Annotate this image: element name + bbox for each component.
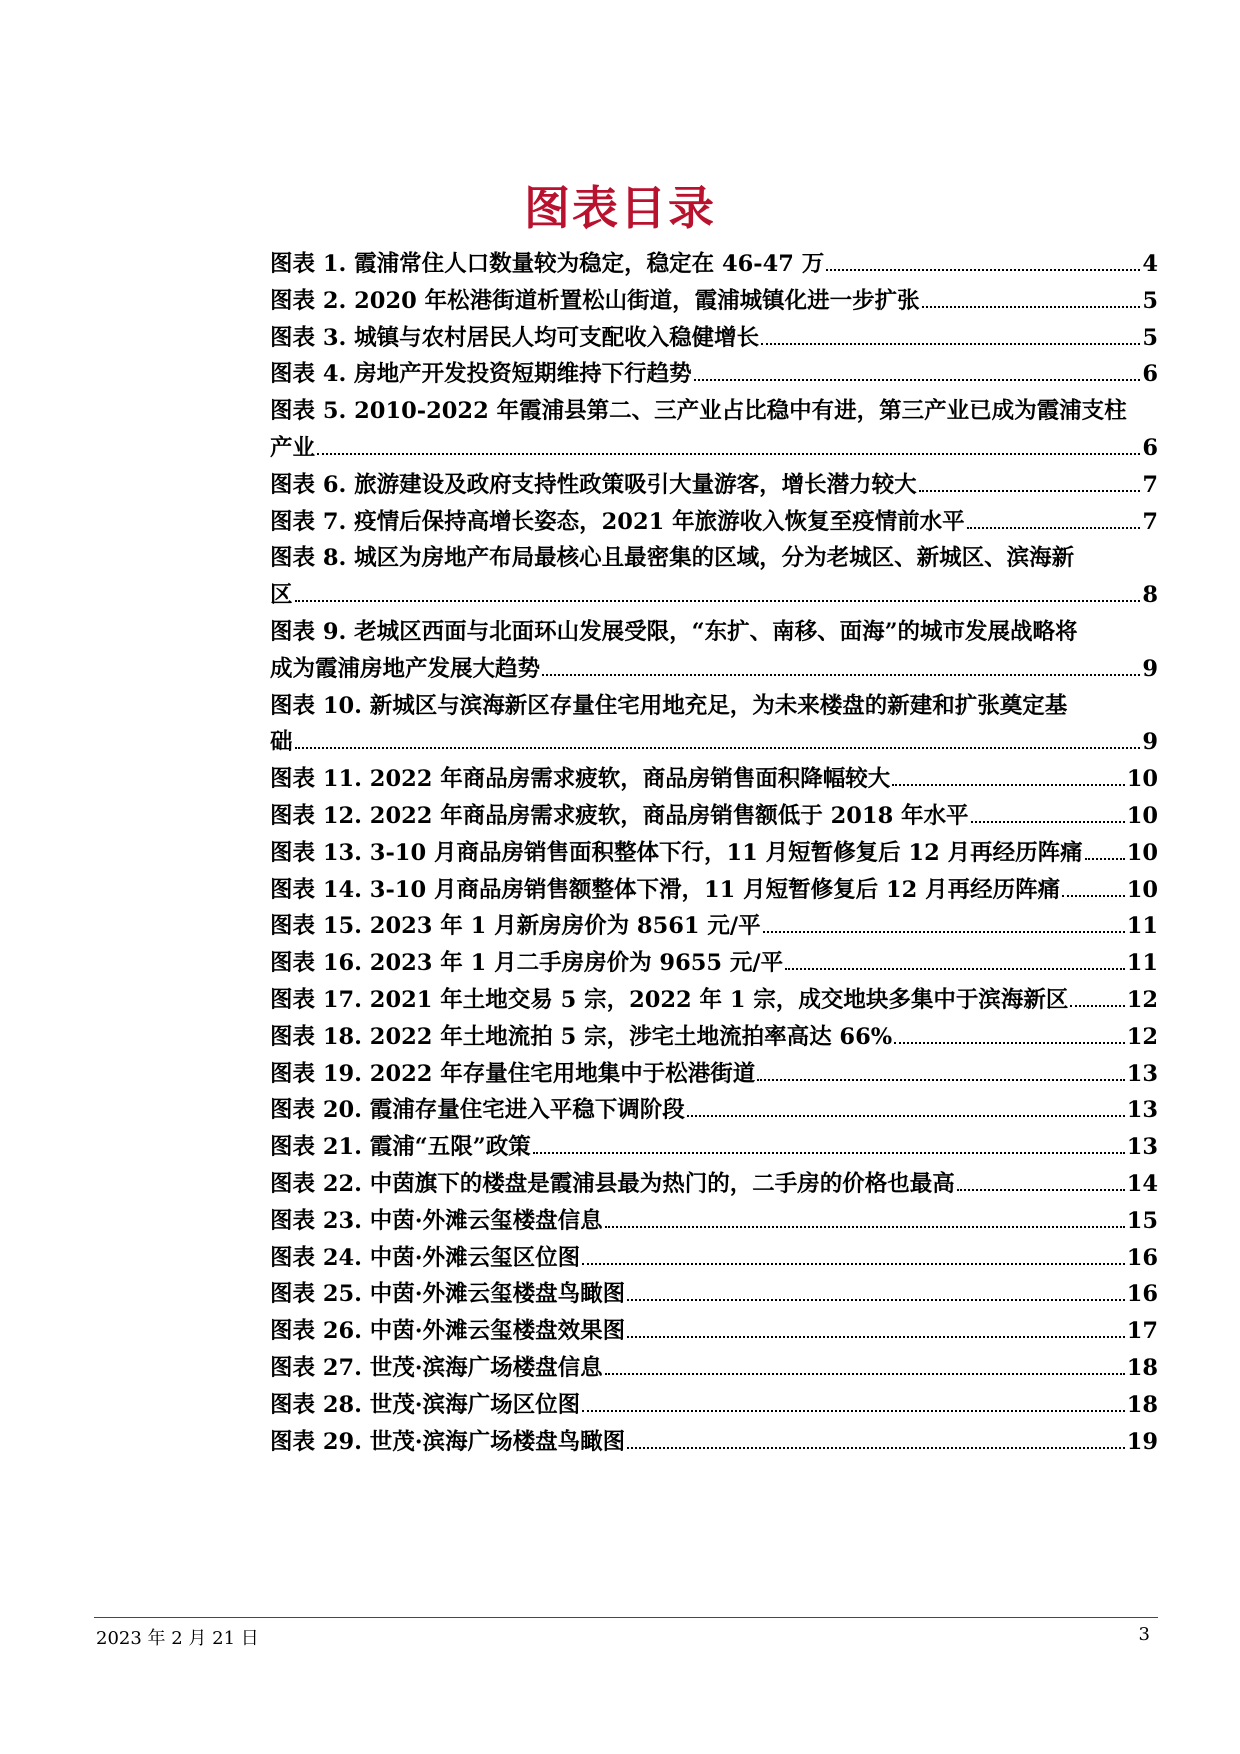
toc-entry-page: 10 xyxy=(1126,802,1158,829)
toc-entry-page: 18 xyxy=(1126,1354,1158,1381)
toc-entry-label: 图表 3. 城镇与农村居民人均可支配收入稳健增长 xyxy=(270,324,760,351)
toc-entry[interactable] xyxy=(270,835,1158,872)
toc-entry-page: 6 xyxy=(1142,361,1158,388)
toc-entry-label-continued: 成为霞浦房地产发展大趋势 xyxy=(270,655,541,682)
dot-leader xyxy=(295,731,1141,749)
toc-entry-page: 10 xyxy=(1126,839,1158,866)
dot-leader xyxy=(1062,878,1125,896)
toc-entry-page: 6 xyxy=(1142,434,1158,461)
toc-entry-label: 图表 7. 疫情后保持高增长姿态，2021 年旅游收入恢复至疫情前水平 xyxy=(270,508,965,535)
toc-entry-label: 图表 2. 2020 年松港街道析置松山街道，霞浦城镇化进一步扩张 xyxy=(270,287,920,314)
toc-entry-label: 图表 5. 2010-2022 年霞浦县第二、三产业占比稳中有进，第三产业已成为霞浦支柱 xyxy=(270,398,1127,425)
table-of-figures xyxy=(270,246,1158,1460)
toc-entry-label: 图表 22. 中茵旗下的楼盘是霞浦县最为热门的，二手房的价格也最高 xyxy=(270,1170,955,1197)
toc-entry[interactable] xyxy=(270,1019,1158,1056)
toc-entry[interactable] xyxy=(270,1056,1158,1093)
dot-leader xyxy=(892,768,1124,786)
toc-entry-label: 图表 9. 老城区西面与北面环山发展受限，“东扩、南移、面海”的城市发展战略将 xyxy=(270,618,1078,645)
dot-leader xyxy=(757,1062,1124,1080)
toc-entry[interactable] xyxy=(270,467,1158,504)
dot-leader xyxy=(763,915,1125,933)
toc-entry-label-continued: 础 xyxy=(270,729,293,756)
toc-entry-page: 10 xyxy=(1126,766,1158,793)
toc-entry-page: 13 xyxy=(1126,1060,1158,1087)
dot-leader xyxy=(533,1136,1125,1154)
toc-entry-label: 图表 21. 霞浦“五限”政策 xyxy=(270,1134,531,1161)
dot-leader xyxy=(919,474,1141,492)
toc-entry-label: 图表 25. 中茵·外滩云玺楼盘鸟瞰图 xyxy=(270,1281,626,1308)
toc-entry-page: 8 xyxy=(1142,582,1158,609)
toc-entry[interactable] xyxy=(270,1166,1158,1203)
toc-entry[interactable] xyxy=(270,1203,1158,1240)
toc-entry[interactable] xyxy=(270,1350,1158,1387)
toc-entry-label: 图表 16. 2023 年 1 月二手房房价为 9655 元/平 xyxy=(270,950,784,977)
toc-entry-label: 图表 12. 2022 年商品房需求疲软，商品房销售额低于 2018 年水平 xyxy=(270,802,969,829)
toc-entry-page: 5 xyxy=(1142,287,1158,314)
toc-entry[interactable] xyxy=(270,283,1158,320)
toc-entry[interactable] xyxy=(270,504,1158,541)
toc-entry-label: 图表 28. 世茂·滨海广场区位图 xyxy=(270,1391,581,1418)
dot-leader xyxy=(605,1210,1125,1228)
toc-entry-label-continued: 区 xyxy=(270,582,293,609)
toc-entry[interactable] xyxy=(270,1313,1158,1350)
toc-entry-label: 图表 4. 房地产开发投资短期维持下行趋势 xyxy=(270,361,692,388)
toc-entry-page: 15 xyxy=(1126,1207,1158,1234)
dot-leader xyxy=(627,1320,1125,1338)
toc-entry[interactable] xyxy=(270,688,1158,762)
toc-entry[interactable] xyxy=(270,356,1158,393)
toc-entry-label: 图表 26. 中茵·外滩云玺楼盘效果图 xyxy=(270,1318,626,1345)
dot-leader xyxy=(826,253,1140,271)
toc-entry[interactable] xyxy=(270,393,1158,467)
dot-leader xyxy=(1070,989,1124,1007)
toc-entry-page: 9 xyxy=(1142,655,1158,682)
toc-entry[interactable] xyxy=(270,1276,1158,1313)
toc-entry-page: 16 xyxy=(1126,1244,1158,1271)
dot-leader xyxy=(627,1283,1125,1301)
toc-entry-label: 图表 27. 世茂·滨海广场楼盘信息 xyxy=(270,1354,603,1381)
toc-entry-label: 图表 8. 城区为房地产布局最核心且最密集的区域，分为老城区、新城区、滨海新 xyxy=(270,545,1075,572)
toc-entry[interactable] xyxy=(270,1387,1158,1424)
toc-entry[interactable] xyxy=(270,614,1158,688)
dot-leader xyxy=(761,326,1140,344)
dot-leader xyxy=(295,584,1141,602)
toc-entry-page: 11 xyxy=(1126,913,1158,940)
toc-entry-page: 9 xyxy=(1142,729,1158,756)
toc-entry-label: 图表 20. 霞浦存量住宅进入平稳下调阶段 xyxy=(270,1097,685,1124)
toc-entry-page: 12 xyxy=(1126,1023,1158,1050)
dot-leader xyxy=(627,1430,1125,1448)
toc-entry[interactable] xyxy=(270,1129,1158,1166)
toc-entry-page: 5 xyxy=(1142,324,1158,351)
toc-entry[interactable] xyxy=(270,908,1158,945)
toc-entry-label: 图表 15. 2023 年 1 月新房房价为 8561 元/平 xyxy=(270,913,761,940)
toc-entry-page: 19 xyxy=(1126,1428,1158,1455)
toc-entry-label: 图表 17. 2021 年土地交易 5 宗，2022 年 1 宗，成交地块多集中于滨海新区 xyxy=(270,986,1069,1013)
toc-entry-page: 16 xyxy=(1126,1281,1158,1308)
toc-entry[interactable] xyxy=(270,1092,1158,1129)
toc-entry-label: 图表 11. 2022 年商品房需求疲软，商品房销售面积降幅较大 xyxy=(270,766,891,793)
toc-entry-page: 10 xyxy=(1126,876,1158,903)
page-title: 图表目录 xyxy=(524,181,716,235)
toc-entry-page: 14 xyxy=(1126,1170,1158,1197)
footer-divider xyxy=(94,1617,1158,1618)
dot-leader xyxy=(582,1246,1125,1264)
toc-entry[interactable] xyxy=(270,320,1158,357)
dot-leader xyxy=(785,952,1125,970)
toc-entry-label: 图表 29. 世茂·滨海广场楼盘鸟瞰图 xyxy=(270,1428,626,1455)
dot-leader xyxy=(894,1026,1125,1044)
dot-leader xyxy=(582,1394,1125,1412)
toc-entry-label: 图表 19. 2022 年存量住宅用地集中于松港街道 xyxy=(270,1060,756,1087)
toc-entry[interactable] xyxy=(270,761,1158,798)
toc-entry[interactable] xyxy=(270,945,1158,982)
toc-entry-page: 13 xyxy=(1126,1097,1158,1124)
dot-leader xyxy=(957,1173,1125,1191)
toc-entry-page: 4 xyxy=(1142,251,1158,277)
toc-entry-label: 图表 10. 新城区与滨海新区存量住宅用地充足，为未来楼盘的新建和扩张奠定基 xyxy=(270,692,1068,719)
toc-entry-label: 图表 18. 2022 年土地流拍 5 宗，涉宅土地流拍率高达 66% xyxy=(270,1023,893,1050)
toc-entry[interactable] xyxy=(270,872,1158,909)
toc-entry-label: 图表 13. 3-10 月商品房销售面积整体下行，11 月短暂修复后 12 月再经历阵痛 xyxy=(270,839,1083,866)
dot-leader xyxy=(317,437,1140,455)
toc-entry-label: 图表 23. 中茵·外滩云玺楼盘信息 xyxy=(270,1207,603,1234)
toc-entry[interactable] xyxy=(270,246,1158,283)
toc-entry[interactable] xyxy=(270,1424,1158,1461)
toc-entry-label: 图表 14. 3-10 月商品房销售额整体下滑，11 月短暂修复后 12 月再经历阵痛 xyxy=(270,876,1061,903)
toc-entry[interactable] xyxy=(270,1240,1158,1277)
toc-entry-page: 7 xyxy=(1142,471,1158,498)
dot-leader xyxy=(922,290,1141,308)
toc-entry-page: 17 xyxy=(1126,1318,1158,1345)
toc-entry-label: 图表 6. 旅游建设及政府支持性政策吸引大量游客，增长潜力较大 xyxy=(270,471,917,498)
toc-entry-label-continued: 产业 xyxy=(270,434,316,461)
toc-entry-page: 11 xyxy=(1126,950,1158,977)
dot-leader xyxy=(971,805,1125,823)
dot-leader xyxy=(1085,842,1125,860)
toc-entry-label: 图表 1. 霞浦常住人口数量较为稳定，稳定在 46-47 万 xyxy=(270,251,825,277)
footer-date: 2023 年 2 月 21 日 xyxy=(96,1628,259,1649)
dot-leader xyxy=(967,510,1141,528)
toc-entry[interactable] xyxy=(270,798,1158,835)
footer-page-number: 3 xyxy=(1138,1624,1150,1645)
toc-entry-page: 7 xyxy=(1142,508,1158,535)
dot-leader xyxy=(605,1357,1125,1375)
toc-entry[interactable] xyxy=(270,982,1158,1019)
toc-entry[interactable] xyxy=(270,540,1158,614)
toc-entry-label: 图表 24. 中茵·外滩云玺区位图 xyxy=(270,1244,581,1271)
toc-entry-page: 18 xyxy=(1126,1391,1158,1418)
dot-leader xyxy=(694,363,1141,381)
dot-leader xyxy=(687,1099,1125,1117)
dot-leader xyxy=(542,658,1140,676)
toc-entry-page: 12 xyxy=(1126,986,1158,1013)
toc-entry-page: 13 xyxy=(1126,1134,1158,1161)
